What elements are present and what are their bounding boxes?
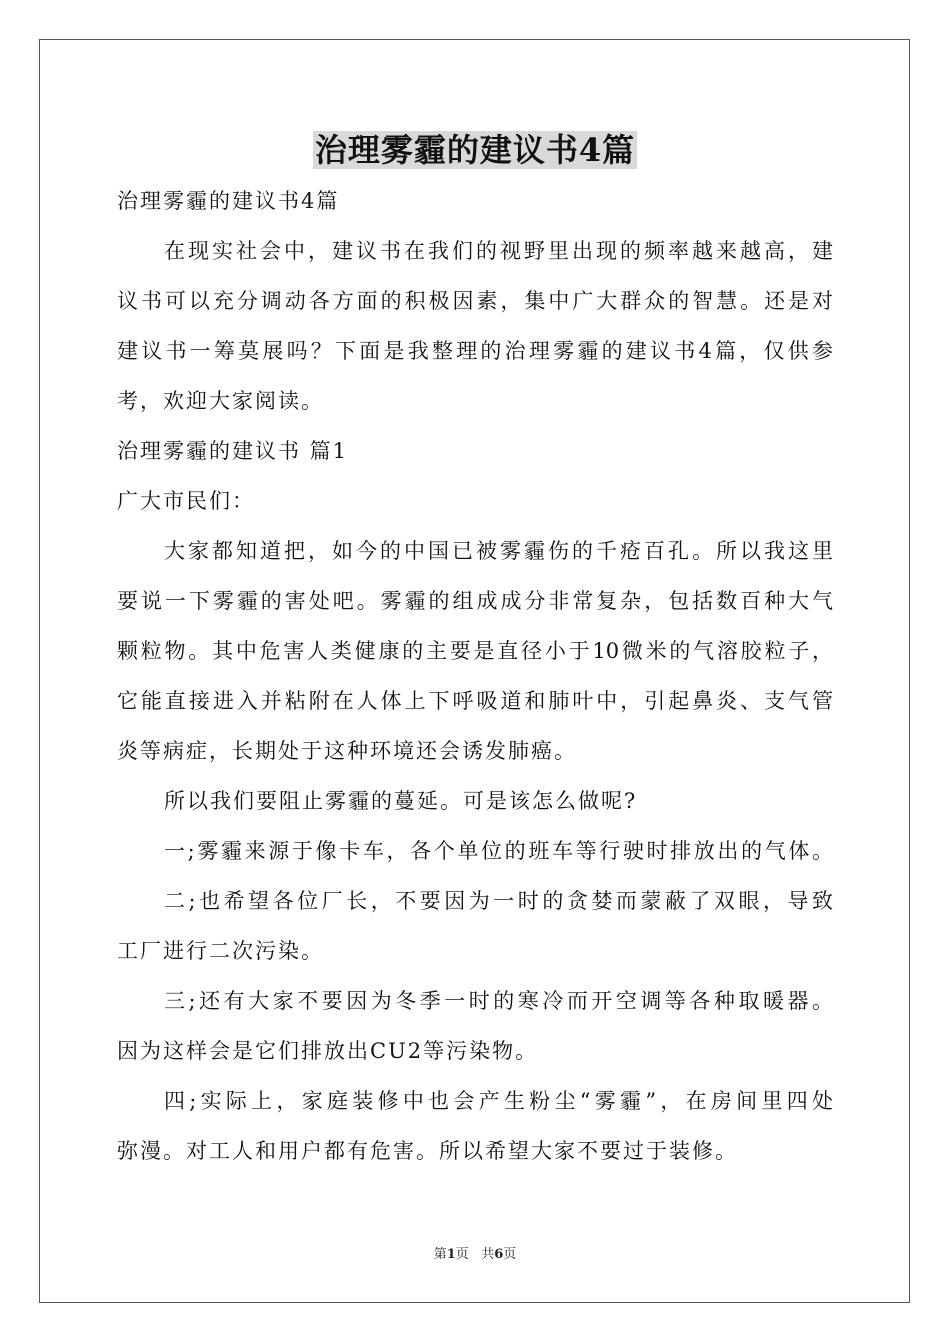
- body-line-10: 三;还有大家不要因为冬季一时的寒冷而开空调等各种取暖器。: [164, 989, 833, 1013]
- intro-line-1: 在现实社会中，建议书在我们的视野里出现的频率越来越高，建: [164, 239, 833, 263]
- salutation-line: 广大市民们：: [117, 489, 255, 513]
- intro-line-2: 议书可以充分调动各方面的积极因素，集中广大群众的智慧。还是对: [117, 289, 833, 313]
- body-line-11: 因为这样会是它们排放出CU2等污染物。: [117, 1039, 539, 1063]
- body-line-3: 颗粒物。其中危害人类健康的主要是直径小于10微米的气溶胶粒子，: [117, 639, 833, 663]
- body-line-6: 所以我们要阻止雾霾的蔓延。可是该怎么做呢?: [164, 789, 638, 813]
- body-line-8: 二;也希望各位厂长，不要因为一时的贪婪而蒙蔽了双眼，导致: [164, 889, 833, 913]
- document-title-text: 治理雾霾的建议书4篇: [314, 131, 636, 169]
- footer-page-number: 1: [446, 1247, 456, 1262]
- footer-page-suffix: 页: [455, 1247, 469, 1262]
- body-line-12: 四;实际上，家庭装修中也会产生粉尘“雾霾”，在房间里四处: [164, 1089, 833, 1113]
- body-line-2: 要说一下雾霾的害处吧。雾霾的组成成分非常复杂，包括数百种大气: [117, 589, 833, 613]
- footer-page-prefix: 第: [433, 1247, 447, 1262]
- footer-total-pages: 6: [494, 1247, 504, 1262]
- body-line-7: 一;雾霾来源于像卡车，各个单位的班车等行驶时排放出的气体。: [164, 839, 833, 863]
- document-body: [117, 176, 833, 1176]
- body-line-4: 它能直接进入并粘附在人体上下呼吸道和肺叶中，引起鼻炎、支气管: [117, 689, 833, 713]
- footer-total-prefix: 共: [481, 1247, 495, 1262]
- body-line-9: 工厂进行二次污染。: [117, 939, 324, 963]
- footer-total-suffix: 页: [503, 1247, 517, 1262]
- subtitle-line: 治理雾霾的建议书4篇: [117, 189, 340, 213]
- page-footer: [0, 1246, 950, 1264]
- section-heading: 治理雾霾的建议书 篇1: [117, 439, 349, 463]
- intro-line-4: 考，欢迎大家阅读。: [117, 389, 324, 413]
- body-line-1: 大家都知道把，如今的中国已被雾霾伤的千疮百孔。所以我这里: [164, 539, 833, 563]
- document-title: [0, 128, 950, 172]
- body-line-5: 炎等病症，长期处于这种环境还会诱发肺癌。: [117, 739, 577, 763]
- intro-line-3: 建议书一筹莫展吗？下面是我整理的治理雾霾的建议书4篇，仅供参: [117, 339, 833, 363]
- body-line-13: 弥漫。对工人和用户都有危害。所以希望大家不要过于装修。: [117, 1139, 738, 1163]
